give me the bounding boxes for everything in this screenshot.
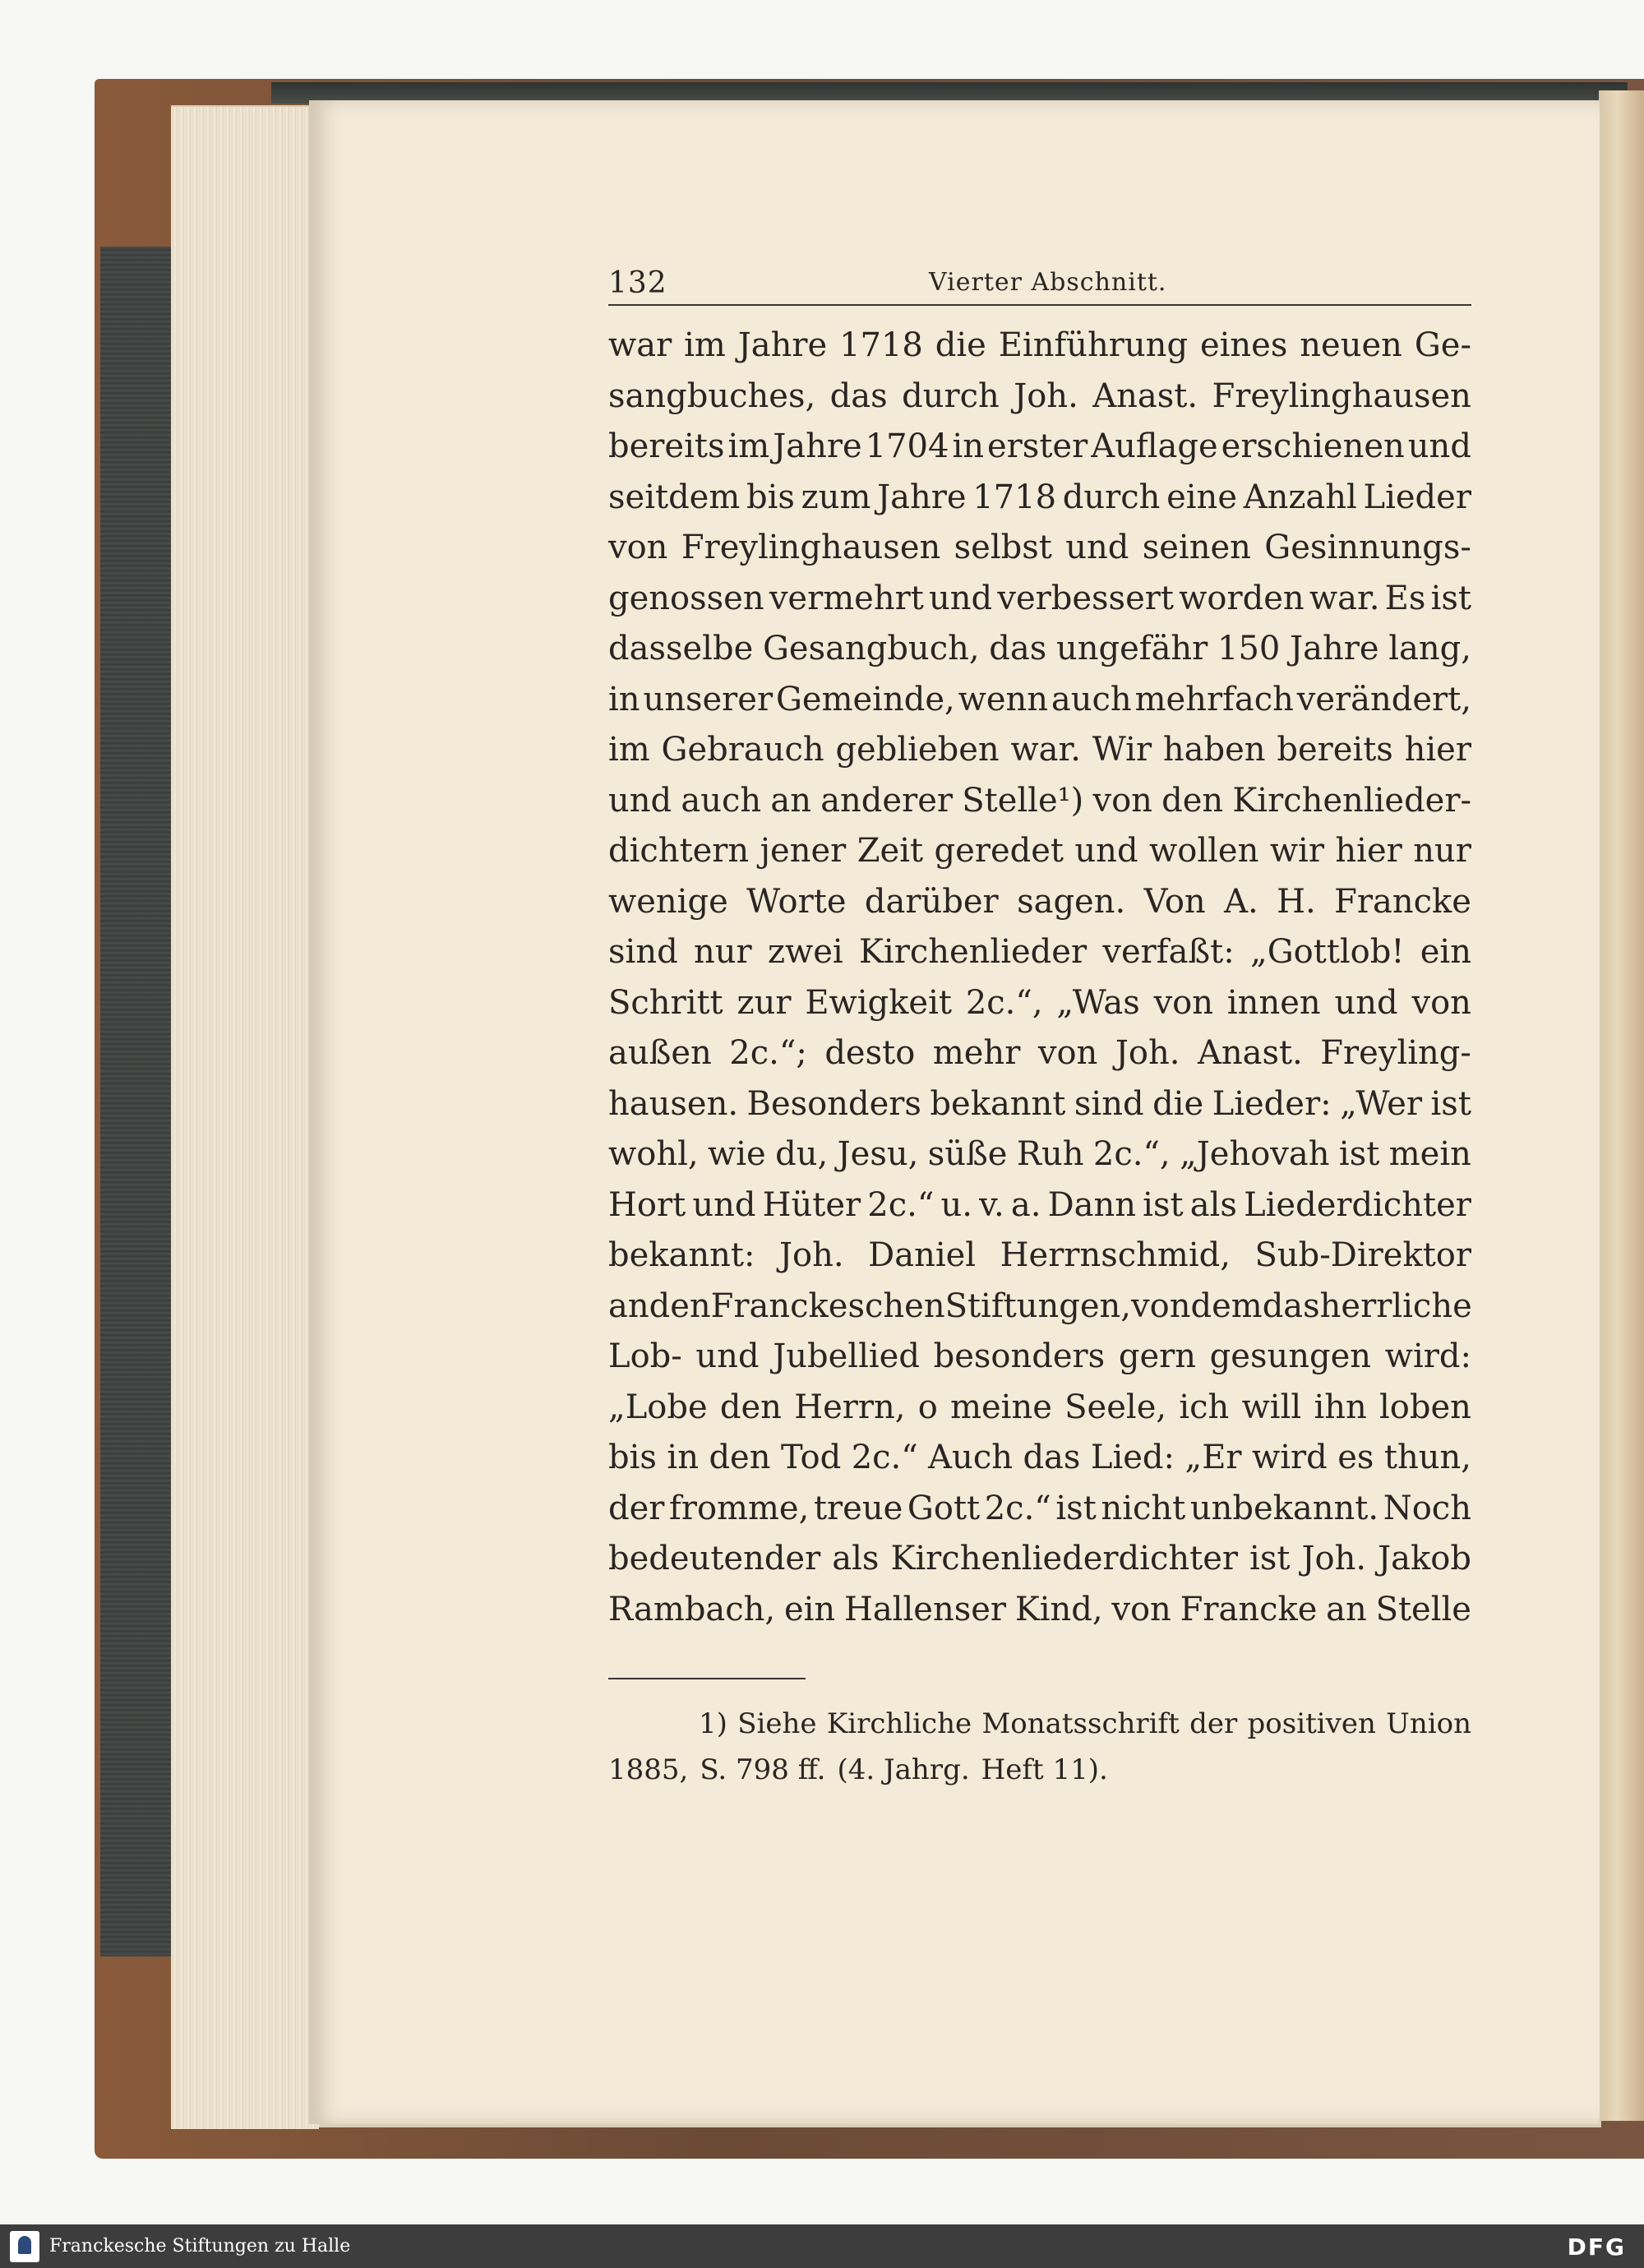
- word: als: [832, 1540, 880, 1577]
- word: Gemeinde,: [775, 680, 955, 718]
- word: bedeutender: [608, 1540, 821, 1577]
- word: Ge-: [1414, 326, 1471, 364]
- word: ich: [1179, 1388, 1230, 1426]
- word: in: [952, 427, 984, 465]
- text-line: [608, 675, 1471, 726]
- text-line: [608, 473, 1471, 524]
- word: und: [608, 781, 672, 820]
- word: Herrn,: [794, 1388, 906, 1426]
- word: Von: [1143, 882, 1206, 921]
- word: Daniel: [868, 1236, 977, 1274]
- word: und: [1074, 832, 1138, 870]
- word: Jahre: [773, 427, 862, 465]
- word: „Lobe: [608, 1388, 708, 1426]
- word: Kirchenlieder-: [1232, 781, 1471, 820]
- word: 2c.“,: [1092, 1135, 1171, 1173]
- word: eines: [1199, 326, 1288, 364]
- word: war.: [1309, 579, 1380, 617]
- page-content: [608, 263, 1471, 1793]
- word: 2c.“: [867, 1185, 935, 1224]
- word: Hort: [608, 1185, 686, 1224]
- word: auch: [681, 781, 762, 820]
- word: geredet: [934, 832, 1064, 870]
- word: genossen: [608, 579, 764, 617]
- word: sangbuches,: [608, 376, 816, 415]
- word: jener: [760, 832, 847, 870]
- word: bis: [608, 1439, 657, 1476]
- word: H.: [1277, 882, 1316, 921]
- word: nur: [693, 933, 752, 971]
- word: wenn: [958, 680, 1049, 718]
- word: Hüter: [762, 1185, 861, 1224]
- word: seinen: [1142, 529, 1251, 566]
- word: 2c.“;: [729, 1034, 807, 1072]
- word: bekannt: [930, 1084, 1066, 1123]
- word: die: [935, 326, 986, 364]
- word: hier: [1404, 731, 1471, 769]
- text-line: [608, 1231, 1471, 1282]
- word: Gesinnungs-: [1264, 529, 1471, 566]
- word: will: [1241, 1388, 1302, 1426]
- footer-bar: [0, 2224, 1644, 2268]
- word: und: [695, 1337, 760, 1375]
- word: war: [608, 326, 672, 364]
- word: Jahre: [877, 478, 967, 516]
- text-line: [608, 574, 1471, 625]
- word: o: [917, 1388, 938, 1426]
- word: verfaßt:: [1102, 933, 1235, 971]
- word: Siehe: [737, 1707, 817, 1740]
- text-line: [608, 826, 1471, 877]
- word: Jahre: [1290, 630, 1379, 667]
- word: „Was: [1056, 983, 1140, 1022]
- word: in: [667, 1439, 699, 1476]
- word: Ruh: [1016, 1135, 1084, 1173]
- text-line: [608, 1129, 1471, 1180]
- text-line: [608, 422, 1471, 473]
- text-line: [608, 877, 1471, 928]
- word: Freylinghausen: [681, 529, 941, 566]
- word: Sub-Direktor: [1254, 1236, 1471, 1274]
- word: „Gottlob!: [1249, 933, 1405, 971]
- word: zum: [801, 478, 871, 516]
- word: ist: [1430, 579, 1471, 617]
- word: im: [608, 731, 650, 769]
- word: wird:: [1384, 1337, 1471, 1375]
- word: 2c.“: [851, 1439, 918, 1476]
- word: vermehrt: [769, 579, 924, 617]
- word: loben: [1379, 1388, 1471, 1426]
- word: a.: [1010, 1185, 1041, 1224]
- word: Auflage: [1091, 427, 1218, 465]
- word: Gott: [907, 1489, 981, 1527]
- word: ist: [1143, 1185, 1184, 1224]
- word: Kirchliche: [826, 1707, 972, 1740]
- word: treue: [813, 1489, 903, 1527]
- word: 1718: [839, 326, 923, 364]
- word: 150: [1217, 630, 1281, 667]
- word: der: [608, 1489, 665, 1527]
- word: Ewigkeit: [805, 983, 952, 1022]
- word: von: [1111, 1590, 1171, 1628]
- word: Stelle: [1375, 1590, 1471, 1628]
- page-stack: [171, 107, 319, 2129]
- word: Auch: [928, 1439, 1013, 1476]
- word: Anast.: [1197, 1034, 1303, 1072]
- word: mehr: [932, 1034, 1021, 1072]
- text-line: [608, 1484, 1471, 1535]
- word: im: [727, 427, 770, 465]
- word: Lied:: [1090, 1439, 1175, 1476]
- word: Tod: [780, 1439, 842, 1476]
- word: von: [1131, 1286, 1191, 1325]
- page-header: [608, 263, 1471, 306]
- word: neuen: [1300, 326, 1402, 364]
- word: Joh.: [1301, 1540, 1367, 1577]
- word: außen: [608, 1034, 712, 1072]
- text-line: [608, 1383, 1471, 1434]
- word: dichtern: [608, 832, 750, 870]
- word: besonders: [933, 1337, 1106, 1375]
- word: unserer: [643, 680, 774, 718]
- word: bis: [746, 478, 795, 516]
- word: Noch: [1383, 1489, 1471, 1527]
- word: Gebrauch: [661, 731, 824, 769]
- word: auch: [1051, 680, 1132, 718]
- word: Worte: [746, 882, 847, 921]
- word: zwei: [767, 933, 843, 971]
- word: Jakob: [1378, 1540, 1471, 1577]
- word: Liederdichter: [1244, 1185, 1471, 1224]
- word: ihn: [1314, 1388, 1367, 1426]
- word: Gesangbuch,: [762, 630, 980, 667]
- word: du,: [775, 1135, 829, 1173]
- word: gesungen: [1209, 1337, 1372, 1375]
- word: an: [608, 1286, 649, 1325]
- word: 1718: [972, 478, 1057, 516]
- word: verbessert: [997, 579, 1174, 617]
- word: meine: [950, 1388, 1052, 1426]
- word: Monatsschrift: [981, 1707, 1180, 1740]
- word: den: [1161, 781, 1224, 820]
- word: Einführung: [998, 326, 1189, 364]
- word: wollen: [1149, 832, 1259, 870]
- word: Freyling-: [1320, 1034, 1471, 1072]
- word: das: [1023, 1439, 1081, 1476]
- word: (4. Jahrg.: [837, 1753, 970, 1786]
- word: 2c.“: [984, 1489, 1051, 1527]
- word: der: [1189, 1707, 1238, 1740]
- word: darüber: [864, 882, 999, 921]
- text-line: [608, 1585, 1471, 1636]
- word: wird: [1252, 1439, 1328, 1476]
- text-line: [608, 523, 1471, 574]
- text-line: [608, 927, 1471, 978]
- word: S. 798 ff.: [700, 1753, 826, 1786]
- word: ein: [783, 1590, 836, 1628]
- word: das: [829, 376, 888, 415]
- word: Joh.: [779, 1236, 844, 1274]
- word: durch: [902, 376, 1000, 415]
- word: innen: [1226, 983, 1321, 1022]
- word: von: [1092, 781, 1152, 820]
- word: war.: [1010, 731, 1081, 769]
- text-line: [608, 1332, 1471, 1383]
- word: Anast.: [1092, 376, 1198, 415]
- text-line: [608, 1282, 1471, 1333]
- word: bereits: [1277, 731, 1393, 769]
- word: mein: [1388, 1135, 1471, 1173]
- word: herrliche: [1319, 1286, 1472, 1325]
- word: und: [1065, 529, 1129, 566]
- word: thun,: [1383, 1439, 1471, 1476]
- word: an: [770, 781, 811, 820]
- word: in: [608, 680, 640, 718]
- word: und: [1407, 427, 1471, 465]
- institution-logo-icon: [10, 2231, 39, 2262]
- word: bereits: [608, 427, 725, 465]
- footnote-line: [608, 1701, 1471, 1747]
- text-line: [608, 372, 1471, 423]
- word: Seele,: [1064, 1388, 1167, 1426]
- word: und: [692, 1185, 756, 1224]
- word: dasselbe: [608, 630, 754, 667]
- word: Stiftungen,: [944, 1286, 1132, 1325]
- word: anderer: [820, 781, 953, 820]
- word: dem: [1190, 1286, 1263, 1325]
- word: ist: [1249, 1540, 1291, 1577]
- word: Rambach,: [608, 1590, 776, 1628]
- word: selbst: [954, 529, 1052, 566]
- word: Herrnschmid,: [1000, 1236, 1231, 1274]
- word: Anzahl: [1243, 478, 1357, 516]
- word: Hallenser: [843, 1590, 1007, 1628]
- footnote-rule: [608, 1678, 806, 1679]
- word: Lieder:: [1212, 1084, 1332, 1123]
- word: den: [649, 1286, 711, 1325]
- text-line: [608, 725, 1471, 776]
- word: Dann: [1047, 1185, 1137, 1224]
- word: Joh.: [1115, 1034, 1180, 1072]
- word: süße: [927, 1135, 1008, 1173]
- word: wenige: [608, 882, 728, 921]
- word: ist: [1430, 1084, 1471, 1123]
- word: wohl,: [608, 1135, 699, 1173]
- word: „Er: [1185, 1439, 1242, 1476]
- word: Lob-: [608, 1337, 682, 1375]
- word: die: [1152, 1084, 1204, 1123]
- word: sagen.: [1017, 882, 1126, 921]
- word: hausen.: [608, 1084, 739, 1123]
- text-line: [608, 776, 1471, 827]
- word: Jesu,: [837, 1135, 919, 1173]
- text-line: [608, 1534, 1471, 1585]
- word: Stelle¹): [962, 781, 1084, 820]
- word: Kirchenlieder: [859, 933, 1088, 971]
- word: den: [709, 1439, 771, 1476]
- text-line: [608, 1028, 1471, 1079]
- word: desto: [824, 1034, 916, 1072]
- word: worden: [1179, 579, 1305, 617]
- word: positiven: [1247, 1707, 1376, 1740]
- word: Es: [1384, 579, 1426, 617]
- word: sind: [608, 933, 678, 971]
- word: Joh.: [1014, 376, 1078, 415]
- word: und: [1334, 983, 1398, 1022]
- word: eine: [1166, 478, 1237, 516]
- word: Kind,: [1014, 1590, 1103, 1628]
- word: von: [1037, 1034, 1098, 1072]
- word: zur: [737, 983, 792, 1022]
- word: verändert,: [1296, 680, 1471, 718]
- word: wir: [1269, 832, 1324, 870]
- word: Freylinghausen: [1212, 376, 1471, 415]
- word: bekannt:: [608, 1236, 755, 1274]
- word: Lieder: [1363, 478, 1471, 516]
- word: u.: [940, 1185, 972, 1224]
- word: ungefähr: [1055, 630, 1208, 667]
- word: Francke: [1180, 1590, 1318, 1628]
- word: unbekannt.: [1189, 1489, 1379, 1527]
- word: 1885,: [608, 1753, 689, 1786]
- word: den: [719, 1388, 782, 1426]
- word: ist: [1055, 1489, 1097, 1527]
- word: von: [1153, 983, 1214, 1022]
- page-number: 132: [608, 266, 667, 300]
- institution-label: Franckesche Stiftungen zu Halle: [49, 2236, 351, 2256]
- text-line: [608, 1079, 1471, 1130]
- word: Union: [1386, 1707, 1471, 1740]
- word: von: [1411, 983, 1471, 1022]
- word: es: [1337, 1439, 1374, 1476]
- text-line: [608, 321, 1471, 372]
- word: lang,: [1388, 630, 1471, 667]
- word: 2c.“,: [965, 983, 1043, 1022]
- word: Heft 11).: [981, 1753, 1108, 1786]
- word: wie: [708, 1135, 766, 1173]
- word: Kirchenliederdichter: [890, 1540, 1238, 1577]
- word: „Wer: [1340, 1084, 1423, 1123]
- word: durch: [1062, 478, 1161, 516]
- word: ist: [1338, 1135, 1380, 1173]
- text-line: [608, 1433, 1471, 1484]
- word: Jubellied: [773, 1337, 920, 1375]
- word: ein: [1420, 933, 1471, 971]
- word: Francke: [1334, 882, 1471, 921]
- footnote-line: [608, 1747, 1471, 1793]
- word: mehrfach: [1134, 680, 1294, 718]
- text-line: [608, 978, 1471, 1029]
- word: nicht: [1101, 1489, 1186, 1527]
- word: gern: [1118, 1337, 1197, 1375]
- word: erschienen: [1221, 427, 1405, 465]
- footnotes: [608, 1701, 1471, 1793]
- word: 1704: [865, 427, 949, 465]
- word: im: [684, 326, 726, 364]
- running-head: Vierter Abschnitt.: [929, 268, 1167, 297]
- word: sind: [1074, 1084, 1144, 1123]
- word: Zeit: [857, 832, 924, 870]
- word: „Jehovah: [1180, 1135, 1330, 1173]
- word: A.: [1224, 882, 1258, 921]
- right-edge: [1599, 90, 1644, 2121]
- word: an: [1326, 1590, 1367, 1628]
- word: erster: [987, 427, 1088, 465]
- dfg-logo: DFG: [1567, 2233, 1626, 2261]
- word: Jahre: [737, 326, 828, 364]
- word: hier: [1335, 832, 1402, 870]
- word: nur: [1413, 832, 1471, 870]
- word: seitdem: [608, 478, 741, 516]
- word: 1): [699, 1707, 727, 1740]
- word: fromme,: [669, 1489, 810, 1527]
- word: das: [1262, 1286, 1320, 1325]
- word: von: [608, 529, 668, 566]
- word: Besonders: [746, 1084, 921, 1123]
- word: und: [929, 579, 993, 617]
- cover-cloth: [100, 247, 174, 1956]
- word: Wir: [1092, 731, 1152, 769]
- word: v.: [979, 1185, 1004, 1224]
- word: haben: [1162, 731, 1266, 769]
- word: als: [1189, 1185, 1237, 1224]
- body-text: [608, 321, 1471, 1635]
- text-line: [608, 624, 1471, 675]
- word: geblieben: [835, 731, 1000, 769]
- word: Schritt: [608, 983, 723, 1022]
- word: Franckeschen: [710, 1286, 945, 1325]
- word: das: [989, 630, 1047, 667]
- text-line: [608, 1180, 1471, 1231]
